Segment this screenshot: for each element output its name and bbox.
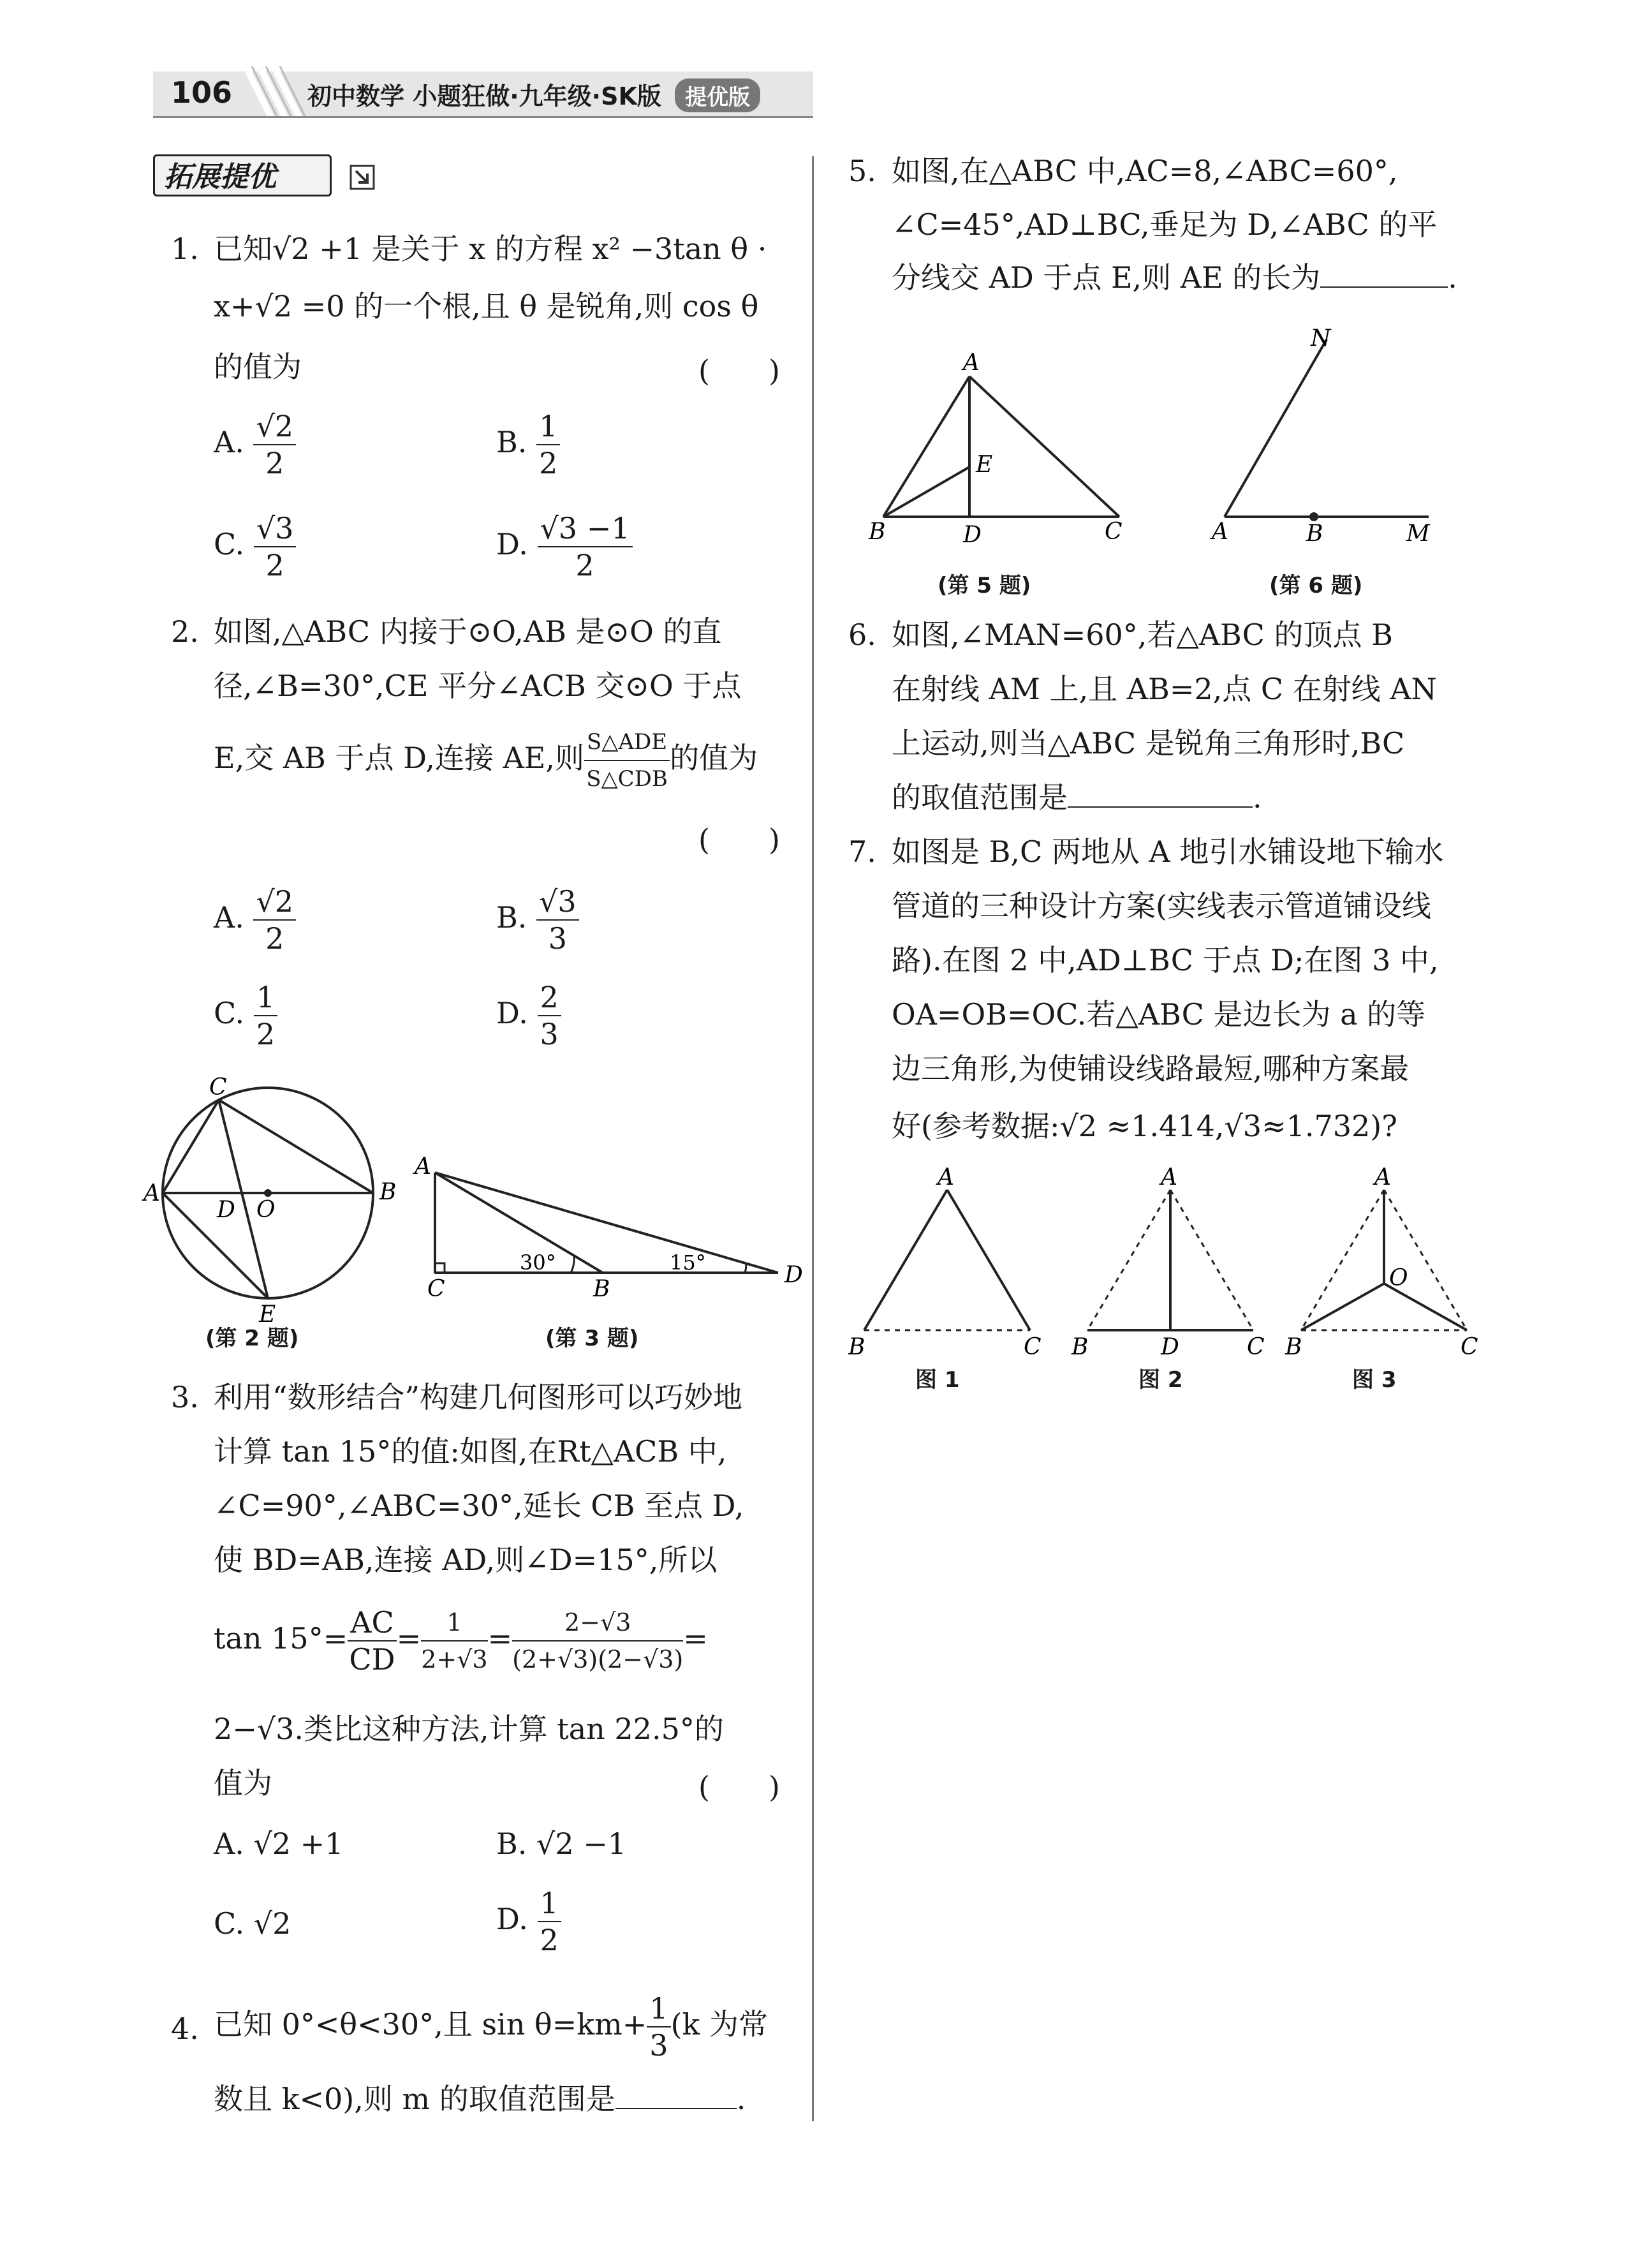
- label-a: A: [1161, 1164, 1177, 1190]
- q1-option-d: [496, 510, 633, 583]
- label-e: E: [976, 452, 993, 478]
- q7-line4: OA=OB=OC.若△ABC 是边长为 a 的等: [892, 997, 1426, 1032]
- q1-line3: 的值为: [214, 350, 302, 384]
- eq-lead: tan 15°=: [214, 1621, 348, 1656]
- q2-line3-text: E,交 AB 于点 D,连接 AE,则: [214, 741, 584, 775]
- label-c: C: [1247, 1334, 1265, 1360]
- q4-line2: [214, 2080, 746, 2118]
- frac-den: 2: [265, 548, 284, 582]
- header-rule: [153, 116, 813, 118]
- q4-line1-text: 已知 0°<θ<30°,且 sin θ=km+: [214, 2007, 647, 2042]
- q6-line3: 上运动,则当△ABC 是锐角三角形时,BC: [892, 726, 1405, 760]
- q6-line2: 在射线 AM 上,且 AB=2,点 C 在射线 AN: [892, 672, 1437, 706]
- q3-line1: 利用“数形结合”构建几何图形可以巧妙地: [214, 1380, 743, 1414]
- label-c: C: [1105, 519, 1123, 545]
- q6-period: .: [1253, 780, 1262, 815]
- q1-option-a: [214, 408, 296, 481]
- q3-line6: 2−√3.类比这种方法,计算 tan 22.5°的: [214, 1712, 724, 1746]
- q2-answer-paren: ( ): [698, 822, 780, 857]
- figure-5-triangle-diagram: [867, 345, 1142, 555]
- section-title: 拓展提优: [153, 154, 332, 196]
- label-a: A: [415, 1153, 431, 1180]
- q4-line1-tail: (k 为常: [670, 2007, 769, 2042]
- equals: =: [683, 1621, 708, 1656]
- label-b: B: [1306, 521, 1323, 542]
- label-a: A: [963, 350, 980, 376]
- q5-line3: [892, 258, 1457, 297]
- frac-den: CD: [349, 1642, 395, 1677]
- point-b: [1309, 512, 1318, 521]
- q6-line4-text: 的取值范围是: [892, 780, 1068, 815]
- frac-den: 2: [265, 921, 284, 956]
- q6-line1: 如图,∠MAN=60°,若△ABC 的顶点 B: [892, 618, 1393, 652]
- option-letter: B.: [496, 425, 527, 459]
- q4-period: .: [736, 2082, 746, 2116]
- q3-line2: 计算 tan 15°的值:如图,在Rt△ACB 中,: [214, 1434, 727, 1469]
- q6-number: 6.: [848, 618, 876, 652]
- book-title: 初中数学 小题狂做·九年级·SK版: [307, 82, 661, 110]
- center-point: [264, 1189, 272, 1197]
- q4-line1: [214, 1990, 768, 2063]
- fig6-caption: (第 6 题): [1269, 573, 1363, 598]
- frac-den: 2: [540, 1923, 559, 1957]
- option-letter: D.: [496, 527, 528, 561]
- q7-line5: 边三角形,为使铺设线路最短,哪种方案最: [892, 1051, 1410, 1086]
- figure-3-triangle-diagram: [408, 1148, 816, 1301]
- option-letter: C.: [214, 527, 245, 561]
- label-a: A: [938, 1164, 954, 1190]
- q2-option-d: [496, 979, 561, 1052]
- frac-num: AC: [348, 1605, 396, 1642]
- q4-number: 4.: [171, 2012, 199, 2046]
- q2-line3-tail: 的值为: [670, 741, 758, 775]
- q6-answer-blank[interactable]: [1068, 781, 1253, 808]
- q3-option-d: [496, 1885, 561, 1958]
- angle-15: 15°: [670, 1250, 706, 1275]
- option-letter: D.: [496, 1902, 528, 1936]
- fig7-caption-2: 图 2: [1138, 1367, 1183, 1393]
- design-1: [848, 1164, 1042, 1360]
- q7-line1: 如图是 B,C 两地从 A 地引水铺设地下输水: [892, 834, 1444, 869]
- fig5-caption: (第 5 题): [938, 573, 1031, 598]
- frac-num: 1: [538, 1885, 561, 1922]
- header-title: [307, 77, 760, 112]
- label-m: M: [1406, 521, 1430, 542]
- q3-equation: [214, 1605, 708, 1677]
- q4-line2-text: 数且 k<0),则 m 的取值范围是: [214, 2082, 615, 2116]
- frac-num: 1: [647, 1990, 670, 2027]
- frac-den: 2: [539, 446, 558, 480]
- label-c: C: [427, 1276, 445, 1301]
- label-b: B: [1071, 1334, 1089, 1360]
- equals: =: [487, 1621, 513, 1656]
- q2-number: 2.: [171, 614, 199, 649]
- q1-number: 1.: [171, 232, 199, 266]
- q3-answer-paren: ( ): [698, 1770, 780, 1804]
- fig3-caption: (第 3 题): [545, 1326, 639, 1351]
- label-b: B: [1285, 1334, 1302, 1360]
- label-c: C: [1461, 1334, 1478, 1360]
- option-letter: D.: [496, 996, 528, 1030]
- label-c: C: [209, 1074, 227, 1101]
- q6-line4: [892, 778, 1262, 817]
- q5-line2: ∠C=45°,AD⊥BC,垂足为 D,∠ABC 的平: [892, 207, 1438, 242]
- page-number: 106: [171, 75, 233, 110]
- label-a: A: [1374, 1164, 1391, 1190]
- q5-line1: 如图,在△ABC 中,AC=8,∠ABC=60°,: [892, 154, 1398, 188]
- q2-line1: 如图,△ABC 内接于⊙O,AB 是⊙O 的直: [214, 614, 722, 649]
- label-d: D: [1161, 1334, 1179, 1360]
- frac-num: 2−√3: [512, 1605, 683, 1642]
- q2-line3: [214, 724, 758, 797]
- fig7-caption-3: 图 3: [1352, 1367, 1397, 1393]
- column-divider: [812, 156, 814, 2121]
- label-b: B: [593, 1276, 610, 1301]
- fig2-caption: (第 2 题): [205, 1326, 299, 1351]
- q3-option-c: C. √2: [214, 1906, 291, 1941]
- arrow-down-right-icon: [350, 165, 375, 190]
- label-o: O: [256, 1197, 276, 1223]
- frac-num: √3: [536, 884, 579, 921]
- option-letter: A.: [214, 900, 244, 935]
- edition-badge: 提优版: [675, 78, 760, 112]
- label-d: D: [784, 1262, 803, 1288]
- q3-option-a: A. √2 +1: [214, 1827, 344, 1861]
- q5-period: .: [1448, 260, 1457, 295]
- frac-num: √2: [253, 408, 296, 445]
- q2-option-a: [214, 884, 296, 956]
- q7-line3: 路).在图 2 中,AD⊥BC 于点 D;在图 3 中,: [892, 943, 1439, 977]
- label-d: D: [963, 522, 982, 548]
- frac-den: 3: [649, 2028, 668, 2063]
- option-letter: B.: [496, 900, 527, 935]
- frac-num: √2: [253, 884, 296, 921]
- figure-2-circle-diagram: [140, 1072, 408, 1327]
- q7-number: 7.: [848, 834, 876, 869]
- frac-den: 2: [575, 548, 594, 582]
- frac-num: 1: [421, 1605, 487, 1642]
- q2-option-c: [214, 979, 277, 1052]
- label-a: A: [144, 1180, 160, 1206]
- figure-7-three-designs: [836, 1164, 1492, 1368]
- q5-line3-text: 分线交 AD 于点 E,则 AE 的长为: [892, 260, 1321, 295]
- q2-line2: 径,∠B=30°,CE 平分∠ACB 交⊙O 于点: [214, 669, 742, 703]
- q1-answer-paren: ( ): [698, 353, 780, 388]
- q3-line3: ∠C=90°,∠ABC=30°,延长 CB 至点 D,: [214, 1488, 744, 1523]
- equals: =: [396, 1621, 422, 1656]
- q3-line7: 值为: [214, 1766, 272, 1800]
- frac-den: 2: [265, 446, 284, 480]
- q3-number: 3.: [171, 1380, 199, 1414]
- frac-num: 1: [536, 408, 560, 445]
- label-b: B: [848, 1334, 865, 1360]
- q7-line2: 管道的三种设计方案(实线表示管道铺设线: [892, 889, 1431, 923]
- frac-den: 2: [256, 1017, 276, 1051]
- frac-num: √3: [254, 510, 297, 547]
- label-d: D: [217, 1197, 235, 1223]
- frac-num: 1: [254, 979, 277, 1016]
- q1-line2: x+√2 =0 的一个根,且 θ 是锐角,则 cos θ: [214, 289, 759, 323]
- frac-num: S△ADE: [584, 724, 670, 761]
- option-letter: A.: [214, 425, 244, 459]
- q4-answer-blank[interactable]: [615, 2082, 737, 2109]
- q5-number: 5.: [848, 154, 876, 188]
- design-3: [1285, 1164, 1478, 1360]
- q5-answer-blank[interactable]: [1320, 261, 1448, 288]
- frac-den: 3: [540, 1017, 559, 1051]
- q1-option-b: [496, 408, 560, 481]
- frac-den: (2+√3)(2−√3): [512, 1645, 684, 1673]
- option-letter: C.: [214, 996, 245, 1030]
- frac-den: S△CDB: [586, 766, 668, 792]
- q7-line6: 好(参考数据:√2 ≈1.414,√3≈1.732)?: [892, 1109, 1397, 1143]
- frac-num: 2: [538, 979, 561, 1016]
- figure-6-angle-diagram: [1199, 325, 1454, 542]
- design-2: [1071, 1164, 1265, 1360]
- q1-line1: 已知√2 +1 是关于 x 的方程 x² −3tan θ ·: [214, 232, 767, 266]
- frac-num: √3 −1: [538, 510, 633, 547]
- q1-option-c: [214, 510, 296, 583]
- q2-option-b: [496, 884, 579, 956]
- frac-den: 3: [548, 921, 567, 956]
- label-b: B: [379, 1179, 397, 1205]
- label-o: O: [1389, 1265, 1408, 1291]
- label-e: E: [259, 1301, 276, 1327]
- header-stripes-decoration: [246, 66, 306, 117]
- label-b: B: [869, 519, 886, 545]
- label-n: N: [1311, 325, 1331, 352]
- label-a: A: [1212, 519, 1228, 542]
- angle-30: 30°: [520, 1250, 556, 1275]
- q3-line4: 使 BD=AB,连接 AD,则∠D=15°,所以: [214, 1543, 718, 1577]
- label-c: C: [1024, 1334, 1042, 1360]
- q3-option-b: B. √2 −1: [496, 1827, 627, 1861]
- fig7-caption-1: 图 1: [915, 1367, 960, 1393]
- frac-den: 2+√3: [421, 1645, 488, 1673]
